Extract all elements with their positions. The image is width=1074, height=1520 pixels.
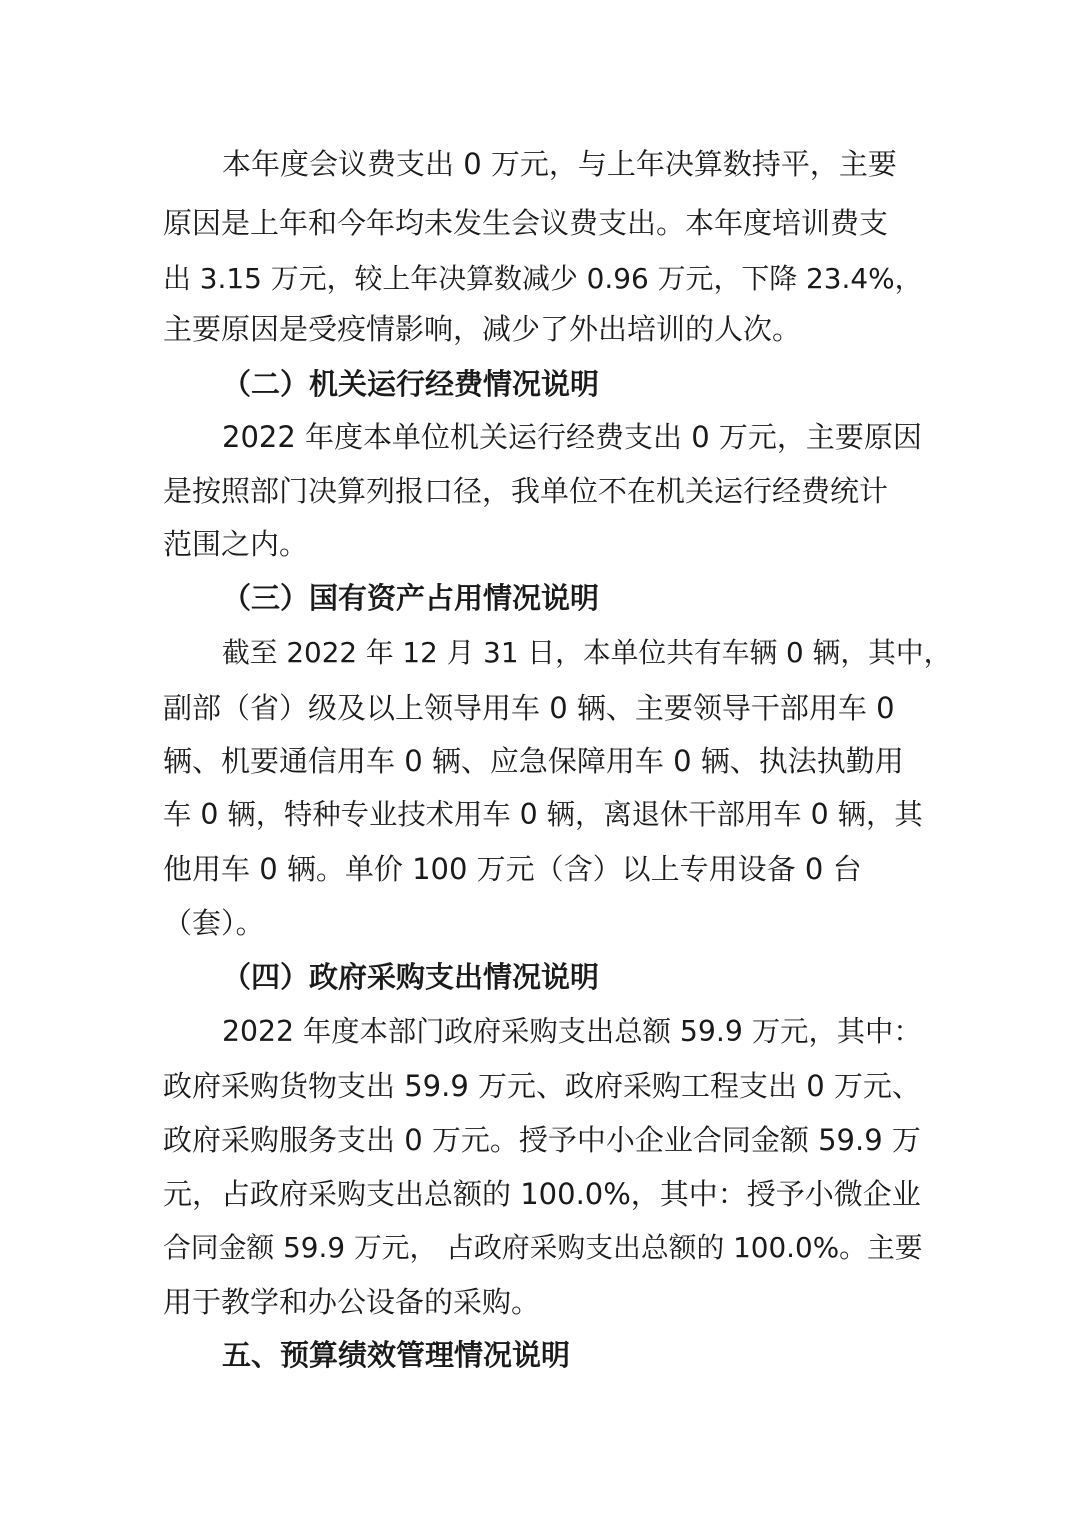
paragraph-line: 出 3.15 万元，较上年决算数减少 0.96 万元，下降 23.4%， [163, 262, 923, 295]
paragraph-line: 政府采购货物支出 59.9 万元、政府采购工程支出 0 万元、 [163, 1069, 921, 1103]
paragraph-line: 截至 2022 年 12 月 31 日，本单位共有车辆 0 辆，其中， [222, 636, 952, 669]
section-heading-2: （二）机关运行经费情况说明 [222, 367, 600, 401]
paragraph-line: 元，占政府采购支出总额的 100.0%，其中：授予小微企业 [163, 1177, 921, 1211]
paragraph-line: 用于教学和办公设备的采购。 [163, 1285, 541, 1319]
paragraph-line: 主要原因是受疫情影响，减少了外出培训的人次。 [163, 312, 802, 346]
paragraph-line: 2022 年度本单位机关运行经费支出 0 万元，主要原因 [222, 420, 922, 454]
paragraph-line: 政府采购服务支出 0 万元。授予中小企业合同金额 59.9 万 [163, 1123, 921, 1157]
paragraph-line: 原因是上年和今年均未发生会议费支出。本年度培训费支 [163, 206, 889, 240]
paragraph-line: 范围之内。 [163, 527, 309, 561]
section-heading-3: （三）国有资产占用情况说明 [222, 581, 600, 615]
paragraph-line: 合同金额 59.9 万元， 占政府采购支出总额的 100.0%。主要 [163, 1231, 923, 1264]
paragraph-line: 是按照部门决算列报口径，我单位不在机关运行经费统计 [163, 474, 889, 508]
paragraph-line: （套）。 [163, 906, 265, 940]
section-heading-5: 五、预算绩效管理情况说明 [222, 1338, 571, 1372]
paragraph-line: 2022 年度本部门政府采购支出总额 59.9 万元，其中： [222, 1015, 922, 1048]
paragraph-line: 他用车 0 辆。单价 100 万元（含）以上专用设备 0 台 [163, 852, 862, 886]
paragraph-line: 副部（省）级及以上领导用车 0 辆、主要领导干部用车 0 [163, 691, 895, 725]
section-heading-4: （四）政府采购支出情况说明 [222, 960, 600, 994]
paragraph-line: 辆、机要通信用车 0 辆、应急保障用车 0 辆、执法执勤用 [163, 744, 904, 778]
paragraph-line: 车 0 辆，特种专业技术用车 0 辆，离退休干部用车 0 辆，其 [163, 798, 923, 831]
paragraph-line: 本年度会议费支出 0 万元，与上年决算数持平，主要 [222, 147, 897, 181]
